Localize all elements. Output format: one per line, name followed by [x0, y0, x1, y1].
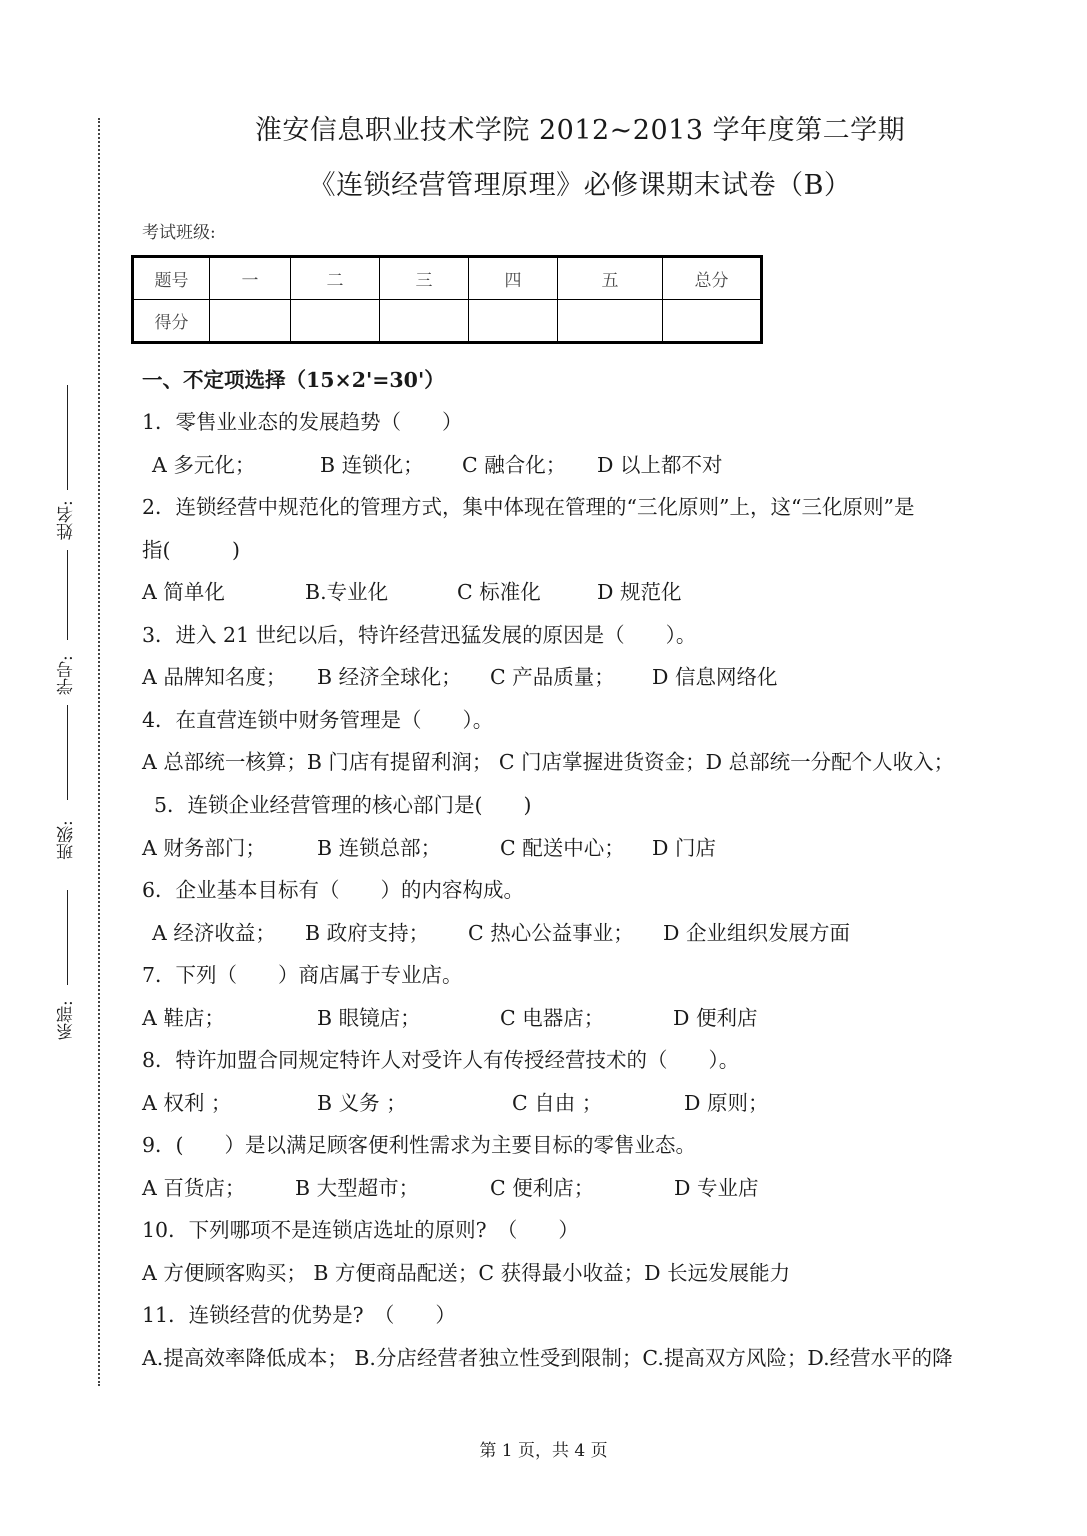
- question-1-options: [152, 451, 722, 479]
- option: D 原则；: [684, 1091, 769, 1115]
- score-header-cell: 总分: [663, 257, 762, 300]
- option: A 品牌知名度；: [142, 665, 287, 689]
- score-table: [131, 255, 763, 344]
- name-rule: [67, 550, 68, 640]
- question-2-options: [142, 578, 681, 606]
- option: A 多元化；: [152, 453, 256, 477]
- option: C 便利店；: [490, 1176, 595, 1200]
- score-cell[interactable]: [210, 300, 291, 343]
- exam-title-line2: 《连锁经营管理原理》必修课期末试卷（B）: [308, 170, 852, 201]
- question-11-options: A.提高效率降低成本； B.分店经营者独立性受到限制；C.提高双方风险；D.经营水平的降: [142, 1346, 953, 1370]
- option: D 便利店: [673, 1006, 758, 1030]
- option: C 自由 ；: [512, 1091, 603, 1115]
- score-cell[interactable]: [558, 300, 663, 343]
- question-6-options: [152, 919, 850, 947]
- question-11: 11．连锁经营的优势是? （ ）: [142, 1303, 456, 1327]
- student-id-rule: [67, 705, 68, 800]
- score-header-cell: 三: [380, 257, 469, 300]
- option: A 财务部门；: [142, 836, 266, 860]
- option: B 政府支持；: [305, 921, 430, 945]
- student-id-label: 学号:: [57, 655, 77, 695]
- student-id-field: [52, 640, 82, 800]
- question-3: 3．进入 21 世纪以后，特许经营迅猛发展的原因是（ ）。: [142, 623, 697, 647]
- option: A 鞋店；: [142, 1006, 225, 1030]
- score-cell[interactable]: [469, 300, 558, 343]
- question-10-options: A 方便顾客购买； B 方便商品配送；C 获得最小收益；D 长远发展能力: [142, 1261, 791, 1285]
- question-6: 6．企业基本目标有（ ）的内容构成。: [142, 878, 525, 902]
- exam-title-line1: 淮安信息职业技术学院 2012~2013 学年度第二学期: [254, 115, 906, 146]
- score-header-cell: 一: [210, 257, 291, 300]
- score-header-cell: 二: [291, 257, 380, 300]
- question-3-options: [142, 663, 777, 691]
- option: B 大型超市；: [295, 1176, 420, 1200]
- option: A 简单化: [142, 580, 225, 604]
- option: C 标准化: [457, 580, 541, 604]
- score-cell[interactable]: [663, 300, 762, 343]
- score-header-cell: 五: [558, 257, 663, 300]
- question-5-options: [142, 834, 716, 862]
- option: D 规范化: [597, 580, 682, 604]
- option: B 连锁总部；: [317, 836, 442, 860]
- score-row-label: 得分: [133, 300, 210, 343]
- score-cell[interactable]: [380, 300, 469, 343]
- question-2-continued: 指( ): [142, 538, 240, 562]
- section-heading: 一、不定项选择（15×2'=30'）: [142, 368, 445, 392]
- department-label: 系部:: [57, 1000, 77, 1040]
- option: D 以上都不对: [597, 453, 723, 477]
- class-rule: [67, 890, 68, 985]
- option: D 门店: [652, 836, 716, 860]
- class-label: 班级:: [57, 820, 77, 860]
- name-field: [52, 385, 82, 640]
- option: C 电器店；: [500, 1006, 605, 1030]
- class-field: [52, 800, 82, 985]
- option: D 专业店: [674, 1176, 759, 1200]
- department-field: [52, 985, 82, 1065]
- option: C 热心公益事业；: [468, 921, 634, 945]
- question-8: 8．特许加盟合同规定特许人对受许人有传授经营技术的（ ）。: [142, 1048, 740, 1072]
- name-label: 姓名:: [57, 500, 77, 540]
- option: D 企业组织发展方面: [663, 921, 850, 945]
- score-header-cell: 四: [469, 257, 558, 300]
- binding-dotted-line: [98, 118, 100, 1386]
- option: C 配送中心；: [500, 836, 625, 860]
- exam-class-label: 考试班级:: [142, 223, 216, 243]
- option: A 百货店；: [142, 1176, 246, 1200]
- option: A 权利 ；: [142, 1091, 232, 1115]
- name-rule: [67, 385, 68, 490]
- option: C 产品质量；: [490, 665, 615, 689]
- question-10: 10．下列哪项不是连锁店选址的原则? （ ）: [142, 1218, 579, 1242]
- question-4: 4．在直营连锁中财务管理是（ ）。: [142, 708, 494, 732]
- question-4-options: A 总部统一核算；B 门店有提留利润； C 门店掌握进货资金；D 总部统一分配个人收入；: [142, 750, 955, 774]
- score-row: [133, 300, 762, 343]
- question-1: 1．零售业业态的发展趋势（ ）: [142, 410, 463, 434]
- question-5: 5．连锁企业经营管理的核心部门是( ): [154, 793, 532, 817]
- score-cell[interactable]: [291, 300, 380, 343]
- option: B 义务 ；: [317, 1091, 407, 1115]
- question-2: 2．连锁经营中规范化的管理方式，集中体现在管理的“三化原则”上，这“三化原则”是: [142, 495, 915, 519]
- option: D 信息网络化: [652, 665, 778, 689]
- question-8-options: [142, 1089, 768, 1117]
- page-number: 第 1 页，共 4 页: [479, 1441, 608, 1461]
- question-7: 7．下列（ ）商店属于专业店。: [142, 963, 463, 987]
- score-header-row: [133, 257, 762, 300]
- option: B 连锁化；: [320, 453, 424, 477]
- option: B 经济全球化；: [317, 665, 462, 689]
- question-9-options: [142, 1174, 758, 1202]
- question-7-options: [142, 1004, 757, 1032]
- option: C 融合化；: [462, 453, 567, 477]
- question-9: 9．( ）是以满足顾客便利性需求为主要目标的零售业态。: [142, 1133, 697, 1157]
- option: B.专业化: [305, 580, 389, 604]
- option: A 经济收益；: [152, 921, 276, 945]
- option: B 眼镜店；: [317, 1006, 421, 1030]
- score-header-cell: 题号: [133, 257, 210, 300]
